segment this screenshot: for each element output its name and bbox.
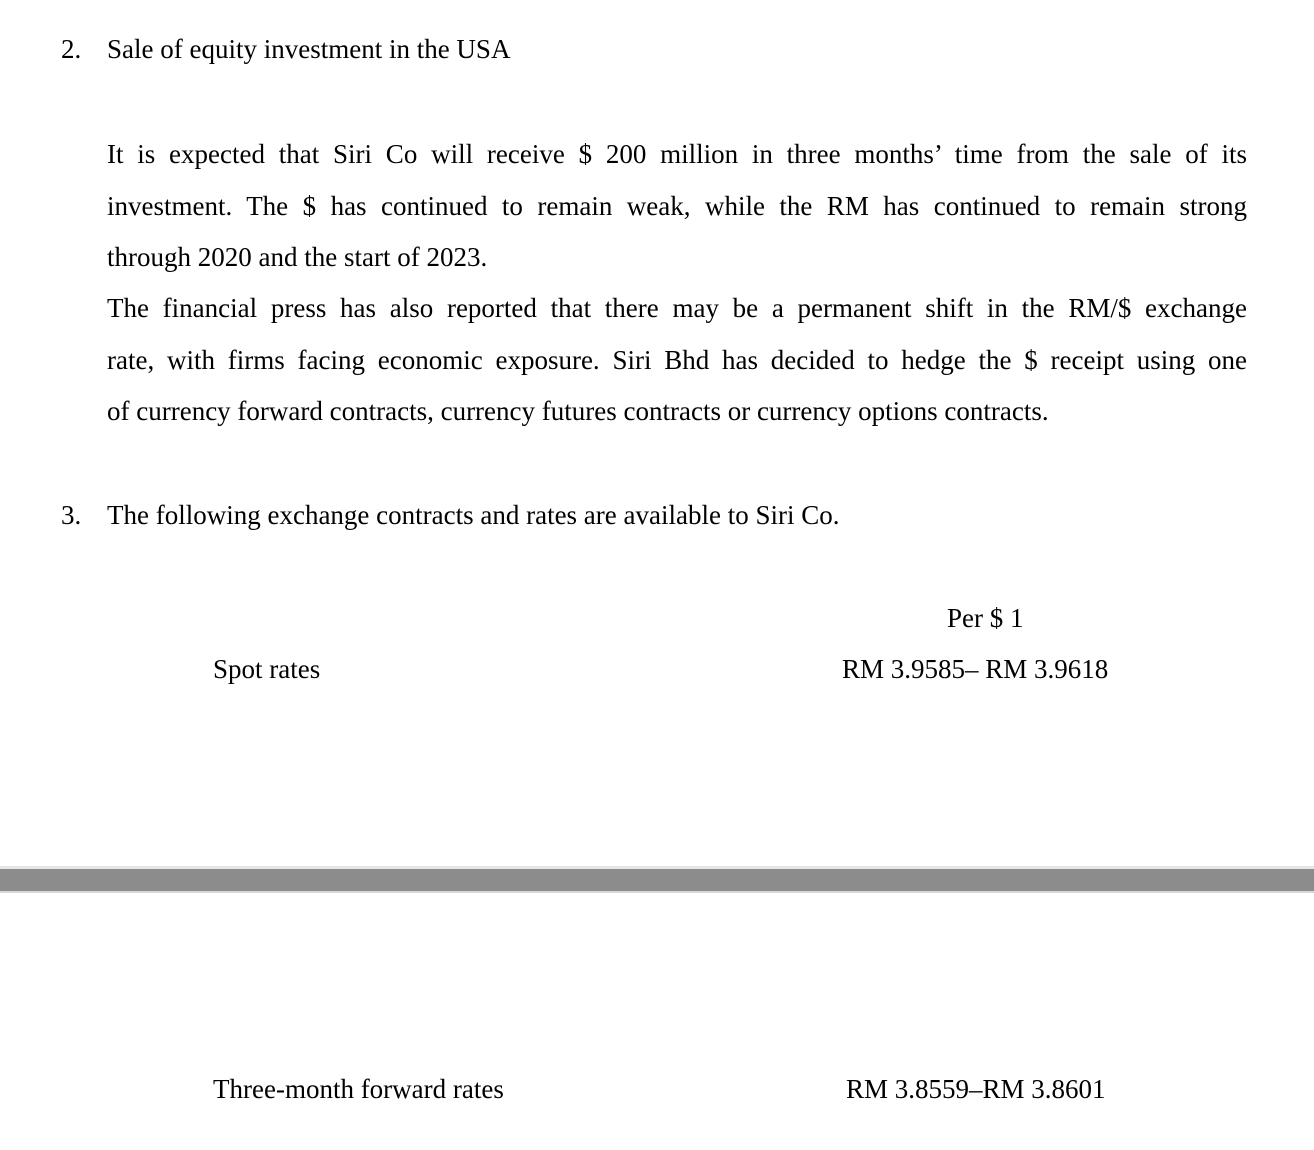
spot-rates-label: Spot rates xyxy=(213,654,321,684)
section-2-heading: Sale of equity investment in the USA xyxy=(107,34,511,64)
section-3-number: 3. xyxy=(61,500,82,530)
paragraph-2-line-1: The financial press has also reported that there may be a permanent shift in the RM/$ exchange xyxy=(107,293,1247,323)
paragraph-1-line-3: through 2020 and the start of 2023. xyxy=(107,242,488,272)
forward-rates-value: RM 3.8559–RM 3.8601 xyxy=(846,1074,1106,1104)
section-3-heading: The following exchange contracts and rates are available to Siri Co. xyxy=(107,500,840,530)
page-break-edge xyxy=(0,891,1314,893)
paragraph-2-line-3: of currency forward contracts, currency futures contracts or currency options contracts. xyxy=(107,396,1049,426)
page-break-divider xyxy=(0,869,1314,891)
forward-rates-label: Three-month forward rates xyxy=(213,1074,504,1104)
rates-column-header: Per $ 1 xyxy=(947,603,1024,633)
paragraph-1-line-1: It is expected that Siri Co will receive $ 200 million in three months’ time from the sale of its xyxy=(107,139,1247,169)
section-2-paragraph-2 xyxy=(107,283,1247,438)
paragraph-1-line-2: investment. The $ has continued to remain weak, while the RM has continued to remain strong xyxy=(107,190,1247,221)
section-2-number: 2. xyxy=(61,34,82,64)
paragraph-2-line-2: rate, with firms facing economic exposure. Siri Bhd has decided to hedge the $ receipt using one xyxy=(107,344,1247,375)
spot-rates-value: RM 3.9585– RM 3.9618 xyxy=(842,654,1109,684)
section-2-paragraph-1 xyxy=(107,129,1247,284)
